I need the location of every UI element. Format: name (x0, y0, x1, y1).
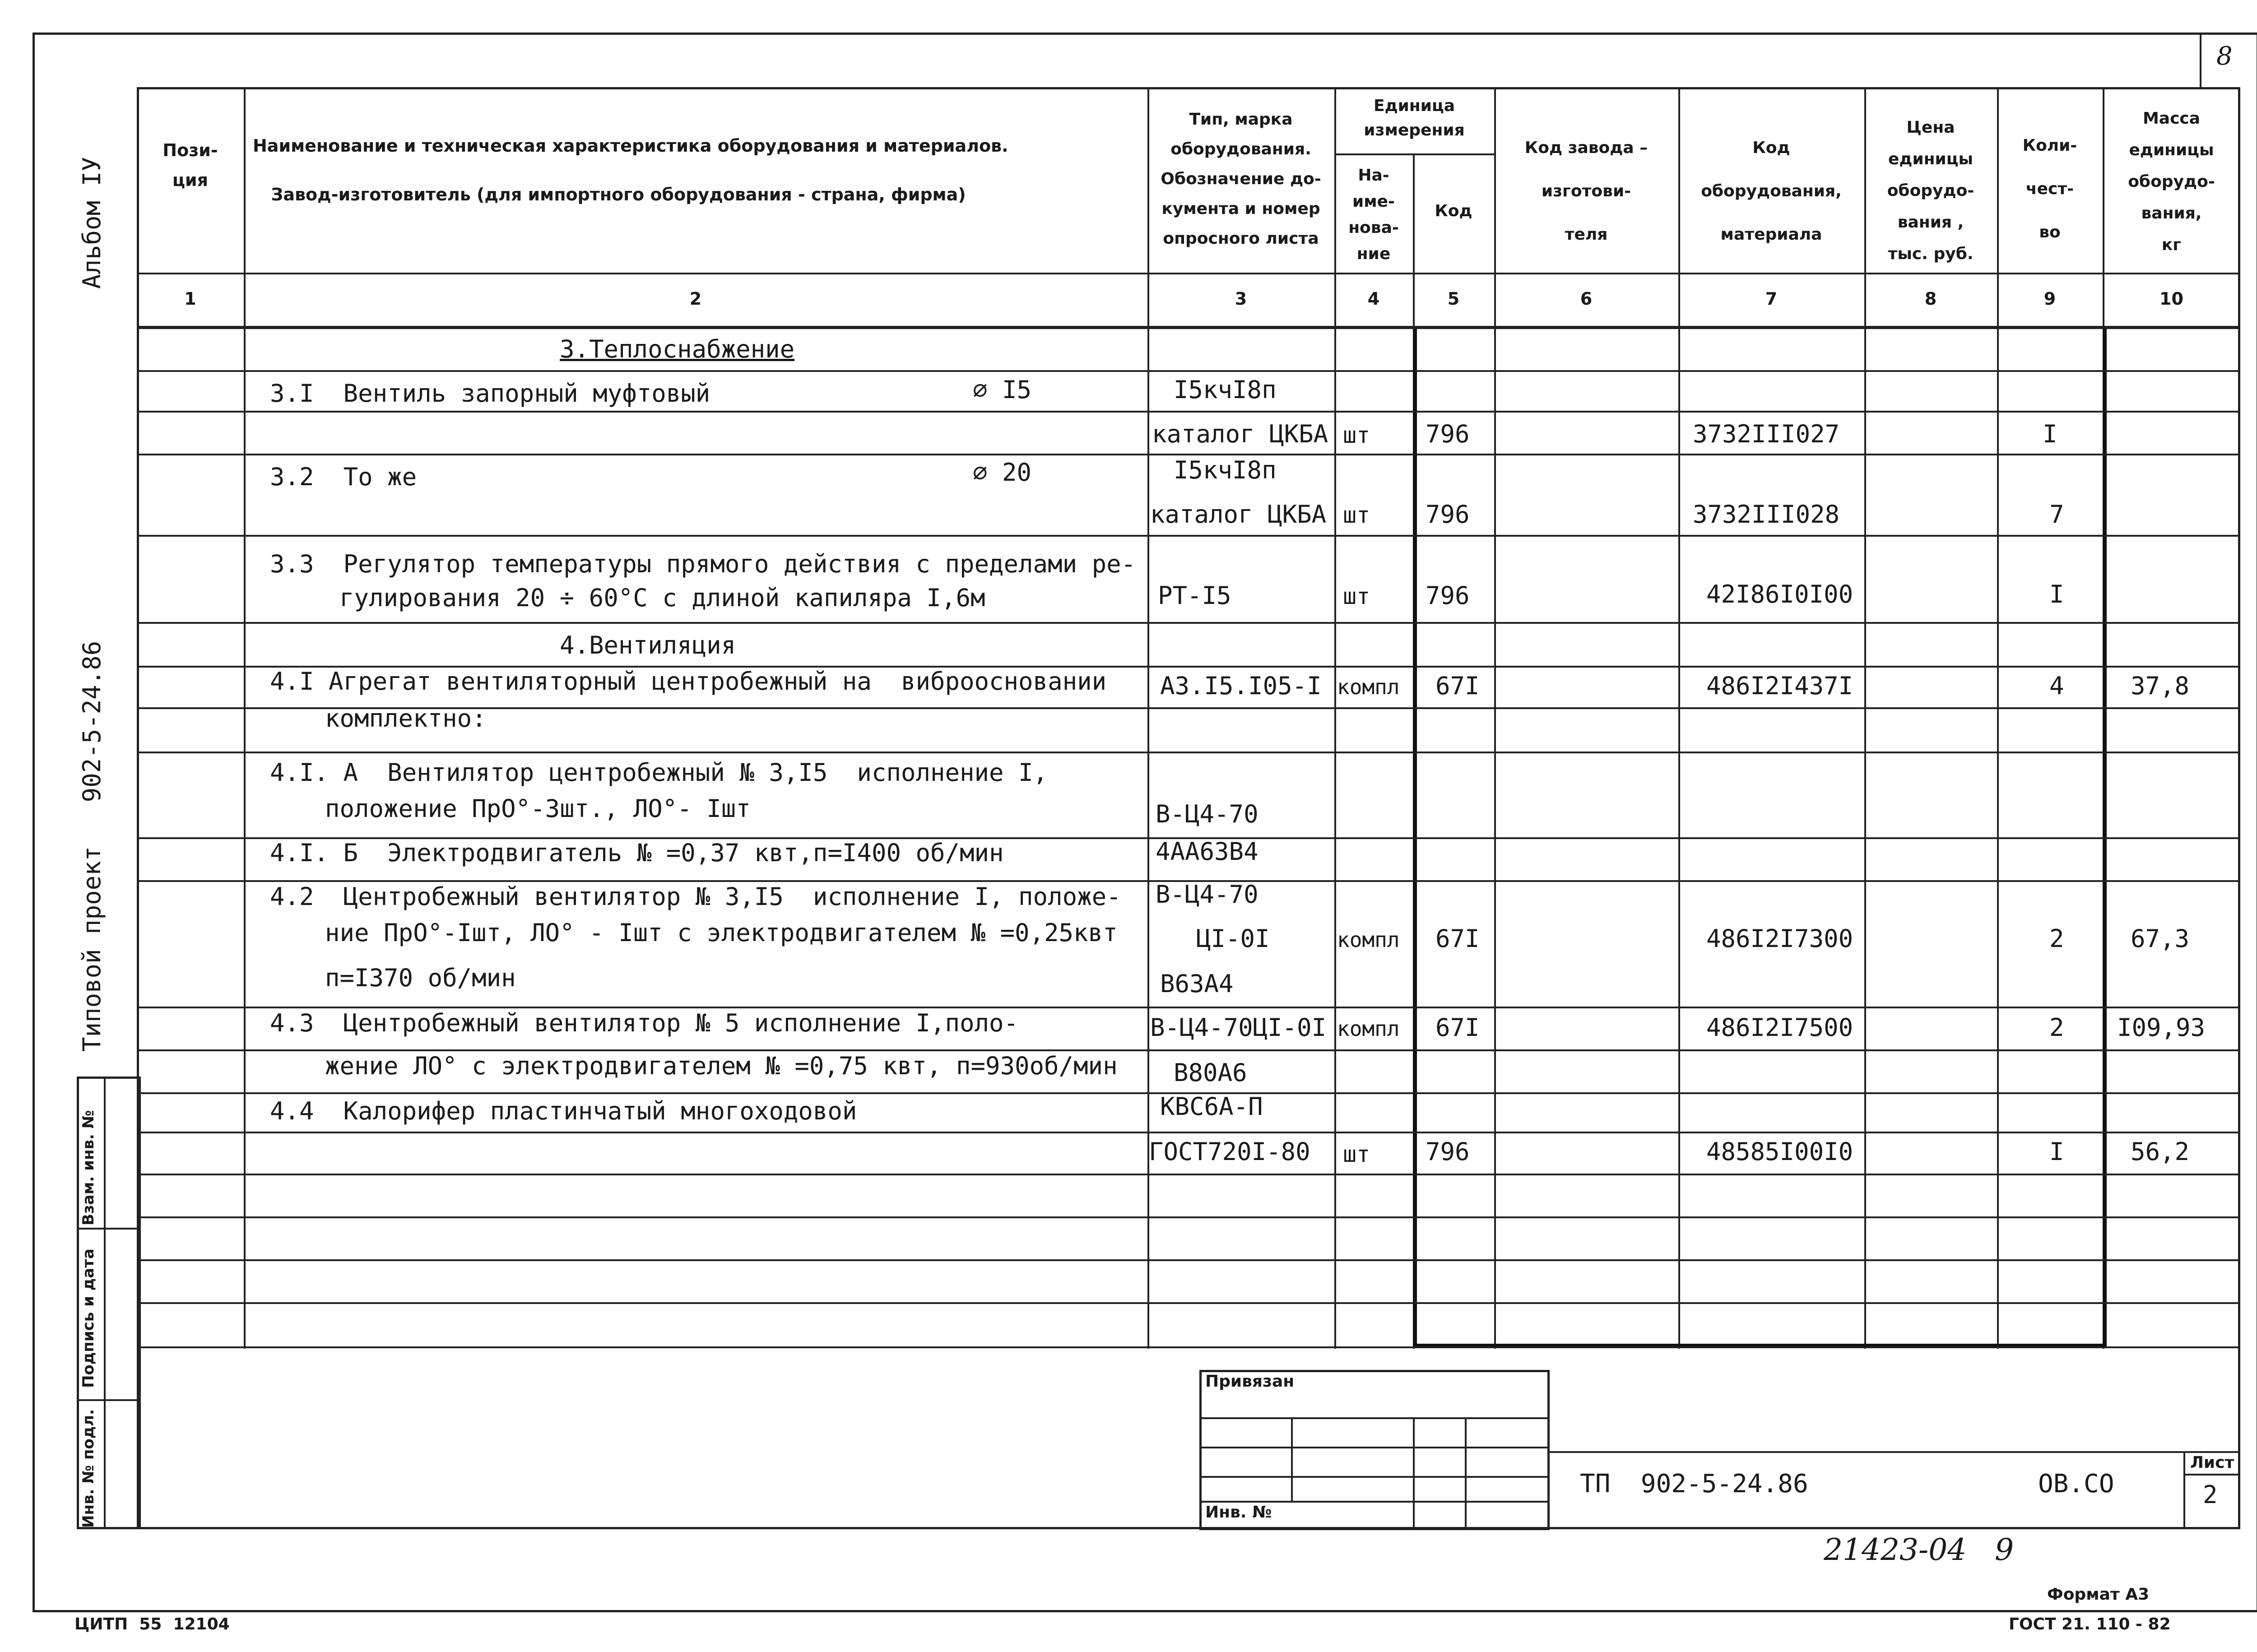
stamp-line (1199, 1447, 1550, 1448)
header-text: Тип, марка (1189, 110, 1293, 129)
footer-left: ЦИТП 55 12104 (74, 1615, 230, 1633)
material-code: 486I2I7500 (1706, 1013, 1853, 1042)
header-text: Пози- (163, 140, 218, 160)
unit-name: шт (1343, 583, 1370, 609)
quantity: I (2049, 580, 2064, 608)
quantity: 2 (2049, 924, 2064, 953)
item-type: В80А6 (1174, 1058, 1247, 1087)
inv-orig-label: Инв. № подл. (79, 1409, 98, 1528)
item-name: гулирования 20 ÷ 60°С с длиной капиляра I,6м (339, 584, 985, 612)
footer-format: Формат А3 (2047, 1585, 2150, 1604)
handwritten-number: 21423-04 9 (1824, 1532, 2014, 1567)
row-line (137, 1049, 2240, 1051)
bound-label: Привязан (1205, 1372, 1295, 1391)
item-type: ЦI-0I (1196, 924, 1270, 953)
stamp-line (2183, 1451, 2185, 1529)
item-type: каталог ЦКБА (1152, 420, 1328, 448)
header-text: кумента и номер (1161, 200, 1320, 218)
unit-code: 67I (1435, 1013, 1480, 1042)
header-factory-code (1494, 126, 1678, 256)
item-type: КВС6А-П (1160, 1092, 1263, 1121)
header-text: единицы (2129, 141, 2214, 159)
sheet-label: Лист (2190, 1453, 2234, 1472)
item-type: В63А4 (1160, 970, 1234, 998)
stamp-line (1199, 1501, 1550, 1503)
item-name: 4.I Агрегат вентиляторный центробежный на виброосновании (270, 667, 1107, 696)
header-mass (2103, 103, 2240, 261)
item-name: 3.I Вентиль запорный муфтовый (270, 379, 711, 408)
header-line (137, 273, 2240, 274)
col-number: 5 (1447, 289, 1460, 309)
item-name: 3.2 То же (270, 463, 417, 491)
material-code: 3732III028 (1693, 500, 1840, 529)
material-code: 42I86I0I00 (1706, 580, 1853, 608)
item-name: комплектно: (325, 704, 487, 733)
header-text: нова- (1348, 218, 1399, 237)
side-line (104, 1077, 106, 1529)
header-text: Код завода – (1524, 139, 1648, 157)
unit-name: компл (1337, 1016, 1400, 1041)
header-text: единицы (1888, 150, 1974, 168)
inv-label: Инв. № (1205, 1503, 1272, 1522)
sheet-number: 8 (2216, 42, 2233, 71)
unit-code: 796 (1426, 1137, 1470, 1166)
side-line (77, 1399, 140, 1401)
document-code: ТП 902-5-24.86 (1580, 1469, 1808, 1499)
item-type: ГОСТ720I-80 (1149, 1137, 1310, 1166)
mass: 67,3 (2131, 924, 2190, 953)
row-line (137, 370, 2240, 372)
row-line (137, 1346, 2240, 1348)
header-name-line2: Завод-изготовитель (для импортного оборудования - страна, фирма) (271, 185, 966, 204)
unit-name: шт (1343, 502, 1370, 528)
row-line (137, 1259, 2240, 1261)
header-text: тыс. руб. (1888, 245, 1974, 263)
stamp-line (1413, 1417, 1415, 1529)
mass: 56,2 (2131, 1137, 2190, 1166)
header-text: На- (1358, 166, 1389, 185)
header-line (1334, 153, 1494, 155)
col-line (244, 87, 246, 1349)
row-line (137, 752, 2240, 753)
section-heading: 4.Вентиляция (560, 631, 736, 659)
item-type: РТ-I5 (1158, 581, 1231, 610)
header-text: Обозначение до- (1161, 170, 1321, 188)
item-diameter: ⌀ 20 (973, 458, 1032, 487)
col-number: 7 (1765, 289, 1778, 309)
item-name: 4.3 Центробежный вентилятор № 5 исполнение I,поло- (270, 1009, 1019, 1037)
stamp-line (1291, 1417, 1293, 1501)
row-line (137, 1132, 2240, 1133)
header-text: Масса (2142, 109, 2201, 128)
stamp-line (1199, 1476, 1550, 1478)
header-unit-code: Код (1435, 202, 1472, 220)
header-text: име- (1352, 192, 1395, 211)
quantity: 2 (2049, 1013, 2064, 1042)
col-line (1864, 87, 1866, 1349)
header-unit-name (1334, 162, 1413, 267)
footer-gost: ГОСТ 21. 110 - 82 (2009, 1615, 2171, 1633)
col-number: 6 (1580, 289, 1593, 309)
item-name: 3.3 Регулятор температуры прямого действия с пределами ре- (270, 550, 1136, 578)
col-number: 9 (2043, 289, 2056, 309)
header-text: во (2039, 223, 2061, 241)
col-number: 10 (2159, 289, 2183, 309)
row-line (137, 411, 2240, 413)
header-text: Код (1752, 139, 1790, 157)
header-text: ние (1356, 245, 1391, 263)
project-label: Типовой проект 902-5-24.86 (78, 640, 106, 1052)
header-text: оборудования, (1701, 182, 1842, 200)
row-line (137, 1216, 2240, 1218)
header-position (137, 135, 244, 195)
item-type: каталог ЦКБА (1150, 500, 1327, 529)
mass: 37,8 (2131, 672, 2190, 700)
col-number: 4 (1367, 289, 1380, 309)
header-text: оборудования. (1170, 140, 1311, 158)
row-line (137, 535, 2240, 537)
col-number: 8 (1924, 289, 1937, 309)
header-material-code (1678, 126, 1864, 256)
col-line (1334, 87, 1336, 1349)
header-text: вания, (2141, 204, 2202, 223)
side-line (77, 1228, 140, 1230)
unit-code: 67I (1435, 672, 1480, 700)
col-number: 1 (184, 289, 196, 309)
header-line (137, 326, 2240, 329)
material-code: 3732III027 (1693, 420, 1840, 448)
header-text: Цена (1906, 118, 1955, 137)
thick-line (1413, 327, 1417, 1346)
header-text: кг (2161, 236, 2182, 254)
item-type: В-Ц4-70 (1156, 800, 1259, 828)
item-name: 4.I. А Вентилятор центробежный № 3,I5 исполнение I, (270, 758, 1048, 787)
header-text: Коли- (2022, 136, 2077, 155)
item-name: жение ЛО° с электродвигателем № =0,75 квт, п=930об/мин (325, 1052, 1118, 1080)
unit-name: шт (1343, 1141, 1370, 1167)
header-text: оборудо- (1887, 181, 1974, 200)
header-quantity (1997, 124, 2103, 254)
col-line (1494, 87, 1496, 1349)
sheet-value: 2 (2203, 1480, 2218, 1509)
header-text: чест- (2025, 180, 2074, 198)
stamp-line (1465, 1417, 1467, 1529)
row-line (137, 1302, 2240, 1304)
header-name-line1: Наименование и техническая характеристика оборудования и материалов. (253, 136, 1008, 156)
unit-code: 67I (1435, 924, 1480, 953)
swap-inv-label: Взам. инв. № (79, 1110, 98, 1225)
material-code: 48585I00I0 (1706, 1137, 1853, 1166)
header-text: вания , (1897, 213, 1964, 232)
quantity: I (2043, 420, 2057, 448)
item-type: В-Ц4-70 (1156, 880, 1259, 909)
thick-line (2103, 327, 2107, 1346)
sign-date-label: Подпись и дата (79, 1248, 98, 1388)
header-text: оборудо- (2128, 172, 2215, 191)
material-code: 486I2I437I (1706, 672, 1853, 700)
item-type: I5кчI8п (1174, 456, 1277, 484)
item-name: 4.I. Б Электродвигатель № =0,37 квт,п=I400 об/мин (270, 839, 1004, 867)
quantity: I (2049, 1137, 2064, 1166)
item-type: А3.I5.I05-I (1160, 672, 1322, 700)
unit-code: 796 (1426, 581, 1470, 610)
col-line (1997, 87, 1999, 1349)
row-line (137, 622, 2240, 624)
row-line (137, 454, 2240, 455)
unit-code: 796 (1426, 420, 1470, 448)
item-type: I5кчI8п (1174, 376, 1277, 404)
unit-name: шт (1343, 422, 1370, 448)
row-line (137, 1007, 2240, 1008)
header-text: измерения (1364, 121, 1465, 139)
unit-code: 796 (1426, 500, 1470, 529)
col-number: 2 (689, 289, 702, 309)
album-label: Альбом IУ (78, 157, 106, 289)
stamp-line (1199, 1417, 1550, 1419)
stamp-line (2183, 1474, 2240, 1476)
mass: I09,93 (2117, 1013, 2206, 1042)
stamp-line (1550, 1451, 2240, 1453)
col-number: 3 (1235, 289, 1247, 309)
item-name: 4.2 Центробежный вентилятор № 3,I5 исполнение I, положе- (270, 882, 1121, 911)
item-name: ние ПрО°-Iшт, ЛО° - Iшт с электродвигателем № =0,25квт (325, 919, 1118, 947)
material-code: 486I2I7300 (1706, 924, 1853, 953)
header-price (1864, 112, 1997, 270)
item-diameter: ⌀ I5 (973, 376, 1032, 404)
section-heading: 3.Теплоснабжение (560, 335, 795, 363)
item-type: 4АА63В4 (1156, 837, 1259, 866)
col-line (1678, 87, 1680, 1349)
row-line (137, 1174, 2240, 1175)
quantity: 4 (2049, 672, 2064, 700)
unit-name: компл (1337, 928, 1400, 952)
item-type: В-Ц4-70ЦI-0I (1150, 1013, 1327, 1042)
header-text: материала (1720, 225, 1822, 244)
header-text: опросного листа (1163, 229, 1319, 248)
header-text: теля (1565, 225, 1608, 244)
document-mark: ОВ.СО (2038, 1469, 2114, 1499)
unit-name: компл (1337, 675, 1400, 699)
item-name: положение ПрО°-3шт., ЛО°- Iшт (325, 794, 751, 823)
header-text: ция (172, 170, 209, 190)
sheet-box-line (2200, 32, 2201, 87)
item-name: п=I370 об/мин (325, 964, 516, 992)
header-unit (1334, 94, 1494, 143)
header-text: изготови- (1541, 182, 1631, 200)
header-type (1147, 105, 1334, 254)
item-name: 4.4 Калорифер пластинчатый многоходовой (270, 1097, 857, 1125)
quantity: 7 (2049, 500, 2064, 529)
header-text: Единица (1374, 97, 1455, 115)
